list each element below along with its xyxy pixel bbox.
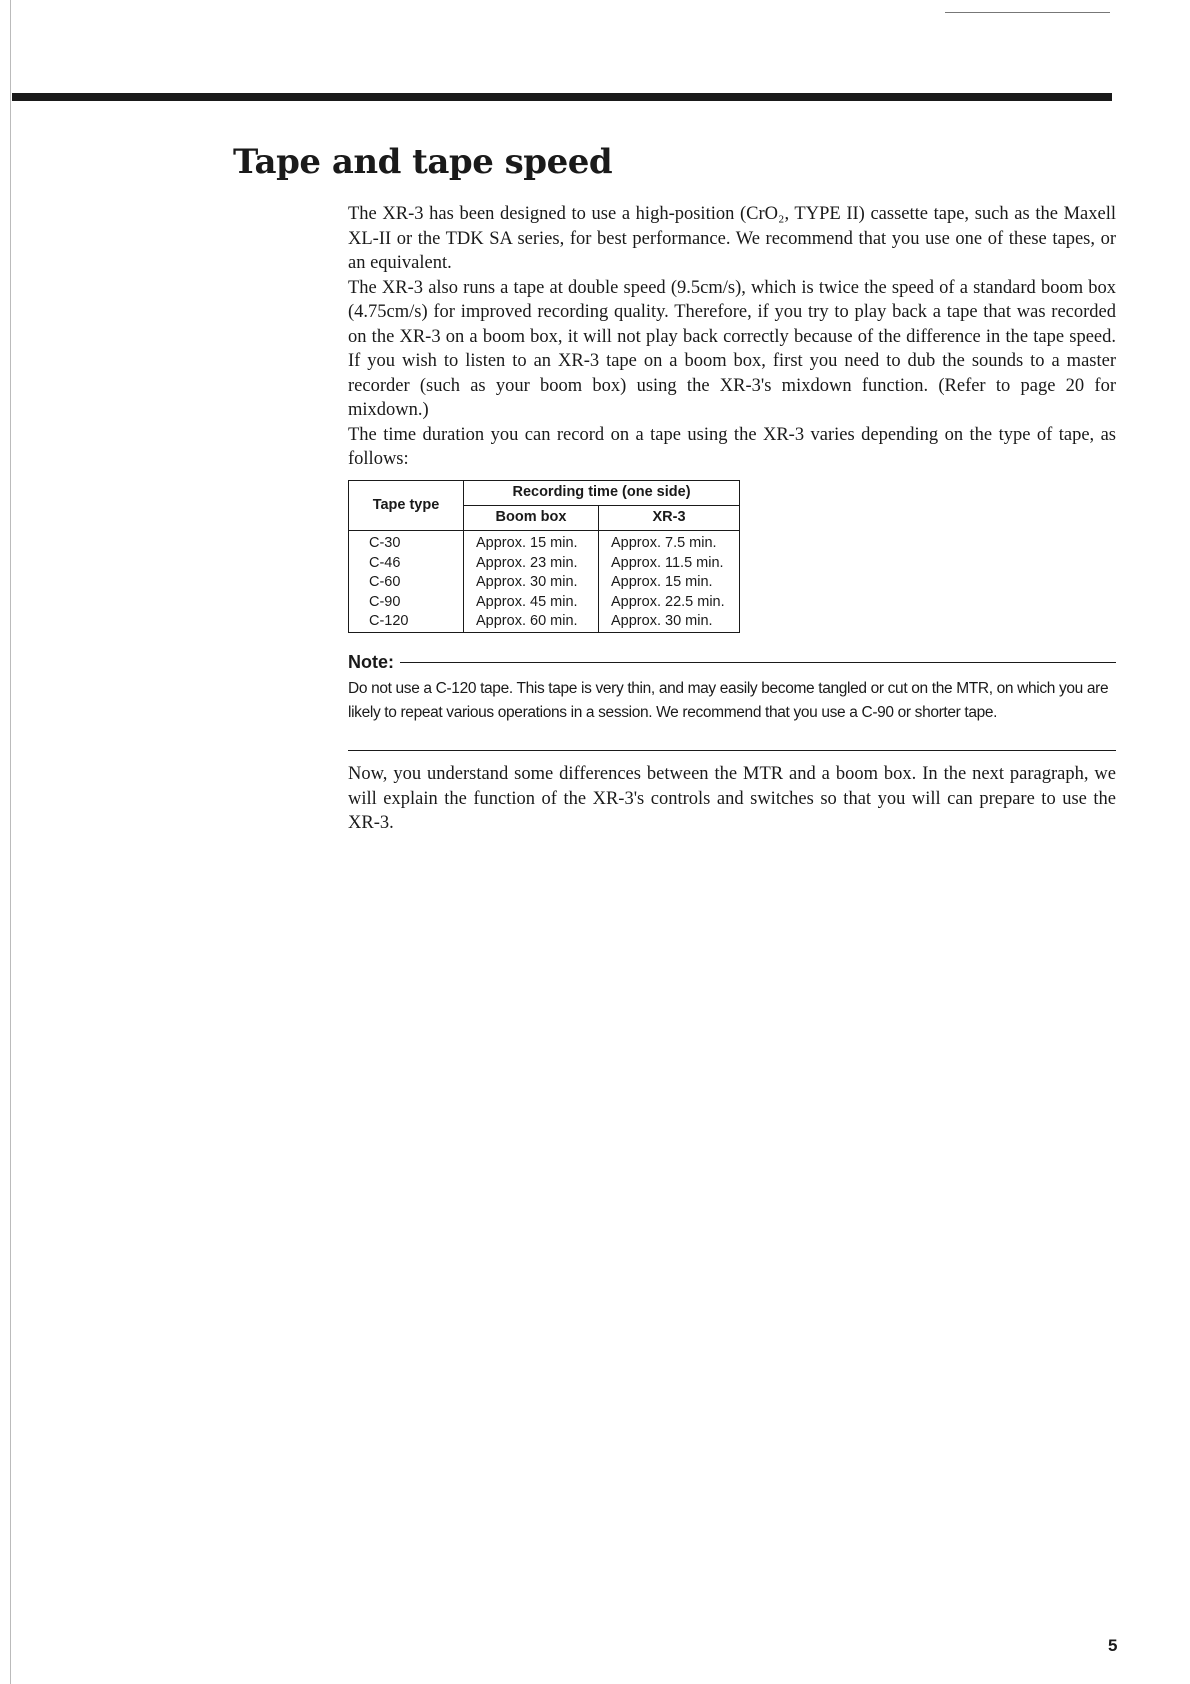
page-title: Tape and tape speed: [233, 142, 613, 182]
note-heading-rule: [400, 662, 1116, 663]
paragraph-tape-type: The XR-3 has been designed to use a high-position (CrO₂, TYPE II) cassette tape, such as the Maxell XL-II or the TDK SA series, for best performance. We recommend that you use one of these tapes, or an equivalent.: [348, 204, 1116, 273]
paragraph-tape-speed: The XR-3 also runs a tape at double speed (9.5cm/s), which is twice the speed of a standard boom box (4.75cm/s) for improved recording quality. Therefore, if you try to play back a tape that was recorded on the XR-3 on a boom box, it will not play back correctly because of the difference in the tape speed. If you wish to listen to an XR-3 tape on a boom box, first you need to dub the sounds to a master recorder (such as your boom box) using the XR-3's mixdown function. (Refer to page 20 for mixdown.): [348, 277, 1116, 420]
intro-text: [348, 202, 1116, 472]
note-bottom-rule: [348, 750, 1116, 751]
cell-tape-type: C-30: [349, 531, 464, 554]
cell-tape-type: C-90: [349, 593, 464, 613]
table-row: [349, 554, 740, 574]
header-bar: [12, 93, 1112, 101]
cell-tape-type: C-120: [349, 612, 464, 632]
table-row: [349, 593, 740, 613]
cell-boom-box: Approx. 45 min.: [464, 593, 599, 613]
page-number: 5: [1108, 1636, 1118, 1655]
header-xr3: XR-3: [599, 506, 740, 531]
closing-paragraph: Now, you understand some differences between the MTR and a boom box. In the next paragraph, we will explain the function of the XR-3's controls and switches so that you will can prepare to use the XR-3.: [348, 764, 1116, 833]
cell-boom-box: Approx. 30 min.: [464, 573, 599, 593]
cell-xr3: Approx. 11.5 min.: [599, 554, 740, 574]
recording-time-table: [348, 480, 740, 633]
note-text: Do not use a C-120 tape. This tape is very thin, and may easily become tangled or cut on the MTR, on which you are likely to repeat various operations in a session. We recommend that you use a C-90 or shorter tape.: [348, 680, 1109, 721]
cell-boom-box: Approx. 23 min.: [464, 554, 599, 574]
header-boom-box: Boom box: [464, 506, 599, 531]
top-thin-rule: [945, 12, 1110, 13]
table-row: [349, 573, 740, 593]
table-row: [349, 531, 740, 554]
cell-xr3: Approx. 7.5 min.: [599, 531, 740, 554]
cell-tape-type: C-60: [349, 573, 464, 593]
paragraph-duration: The time duration you can record on a tape using the XR-3 varies depending on the type of tape, as follows:: [348, 424, 1116, 469]
header-tape-type: Tape type: [349, 481, 464, 531]
cell-tape-type: C-46: [349, 554, 464, 574]
cell-xr3: Approx. 15 min.: [599, 573, 740, 593]
table-header-row: [349, 481, 740, 506]
page-left-edge: [10, 0, 11, 1684]
header-recording-time: Recording time (one side): [464, 481, 740, 506]
note-label: Note:: [348, 652, 394, 672]
note-heading: [348, 652, 1116, 673]
cell-boom-box: Approx. 15 min.: [464, 531, 599, 554]
cell-xr3: Approx. 22.5 min.: [599, 593, 740, 613]
table-row: [349, 612, 740, 632]
cell-xr3: Approx. 30 min.: [599, 612, 740, 632]
cell-boom-box: Approx. 60 min.: [464, 612, 599, 632]
